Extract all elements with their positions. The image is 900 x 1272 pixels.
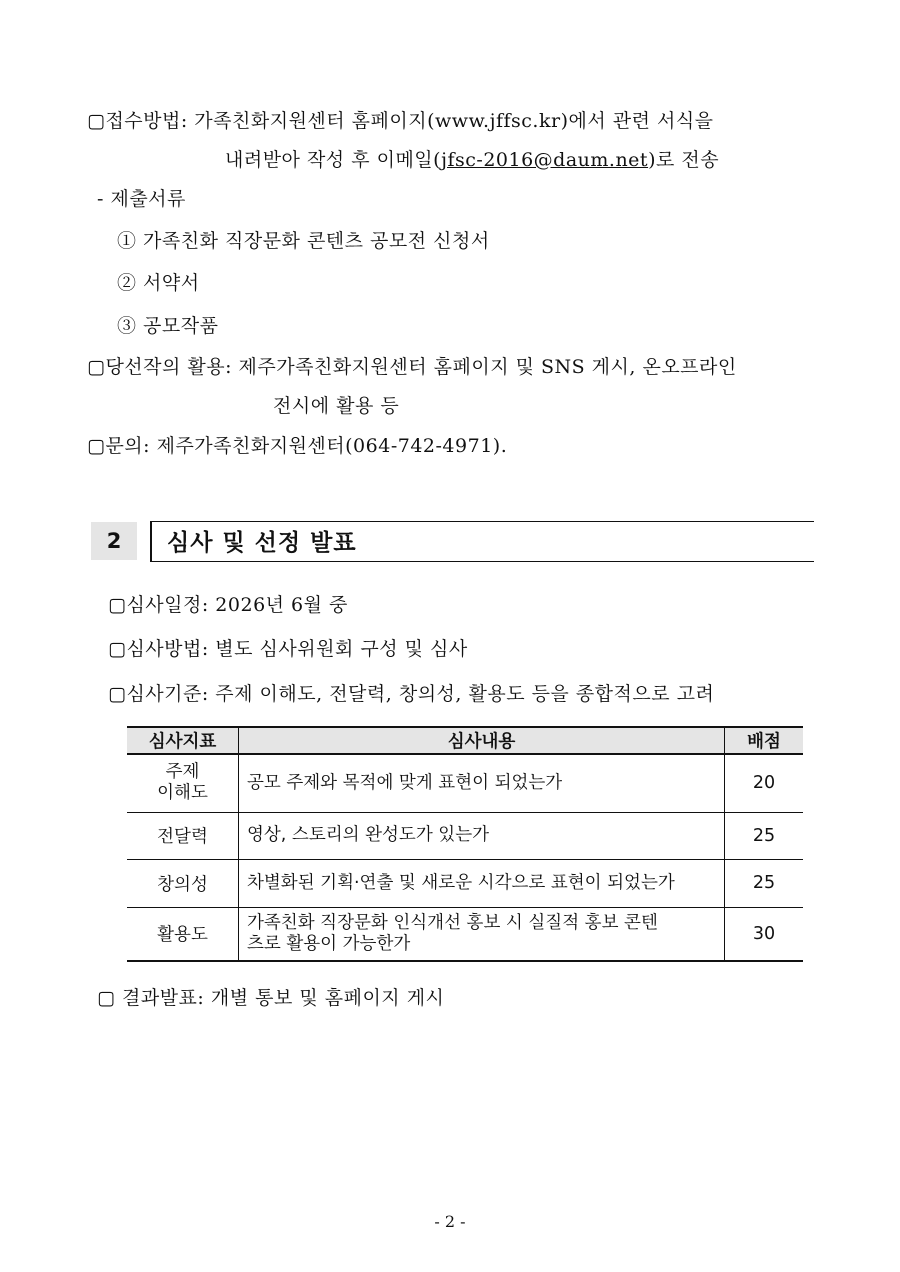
row-content: 가족친화 직장문화 인식개선 홍보 시 실질적 홍보 콘텐 츠로 활용이 가능한가	[239, 907, 725, 961]
result-announcement: ▢ 결과발표: 개별 통보 및 홈페이지 게시	[97, 987, 445, 1009]
row-content: 차별화된 기획·연출 및 새로운 시각으로 표현이 되었는가	[239, 859, 725, 907]
review-method: ▢심사방법: 별도 심사위원회 구성 및 심사	[108, 638, 468, 660]
table-header-row	[127, 727, 803, 754]
doc-item-work: ③ 공모작품	[117, 315, 219, 337]
row-indicator: 전달력	[127, 812, 239, 859]
table-row	[127, 754, 803, 812]
usage-line2: 전시에 활용 등	[273, 395, 400, 417]
row-content: 공모 주제와 목적에 맞게 표현이 되었는가	[239, 754, 725, 812]
row-score: 20	[725, 754, 804, 812]
submission-method-suffix: )로 전송	[648, 149, 720, 171]
email-link[interactable]: jfsc-2016@daum.net	[441, 149, 649, 171]
header-indicator: 심사지표	[127, 727, 239, 754]
submission-method-line1: ▢접수방법: 가족친화지원센터 홈페이지(www.jffsc.kr)에서 관련 서식을	[87, 110, 714, 132]
row-score: 25	[725, 812, 804, 859]
row-indicator: 주제 이해도	[127, 754, 239, 812]
criteria-table	[127, 726, 803, 962]
section-divider	[150, 521, 152, 562]
submission-method-line2	[225, 145, 719, 172]
table-row	[127, 859, 803, 907]
section-bottom-rule	[150, 561, 814, 562]
section-top-rule	[150, 521, 814, 522]
page-number: - 2 -	[434, 1212, 466, 1231]
inquiry-line: ▢문의: 제주가족친화지원센터(064-742-4971).	[87, 435, 508, 457]
header-content: 심사내용	[239, 727, 725, 754]
row-content: 영상, 스토리의 완성도가 있는가	[239, 812, 725, 859]
doc-item-pledge: ② 서약서	[117, 272, 200, 294]
review-criteria: ▢심사기준: 주제 이해도, 전달력, 창의성, 활용도 등을 종합적으로 고려	[108, 683, 715, 705]
doc-item-application: ① 가족친화 직장문화 콘텐츠 공모전 신청서	[117, 230, 490, 252]
submission-method-prefix: 내려받아 작성 후 이메일(	[225, 149, 442, 171]
docs-title: - 제출서류	[97, 188, 186, 210]
row-score: 30	[725, 907, 804, 961]
table-row	[127, 812, 803, 859]
section-number-box: 2	[91, 522, 137, 560]
row-indicator: 창의성	[127, 859, 239, 907]
row-score: 25	[725, 859, 804, 907]
header-score: 배점	[725, 727, 804, 754]
review-schedule: ▢심사일정: 2026년 6월 중	[108, 594, 348, 616]
usage-line1: ▢당선작의 활용: 제주가족친화지원센터 홈페이지 및 SNS 게시, 온오프라인	[87, 356, 737, 378]
row-indicator: 활용도	[127, 907, 239, 961]
section-title: 심사 및 선정 발표	[167, 530, 357, 556]
table-row	[127, 907, 803, 961]
